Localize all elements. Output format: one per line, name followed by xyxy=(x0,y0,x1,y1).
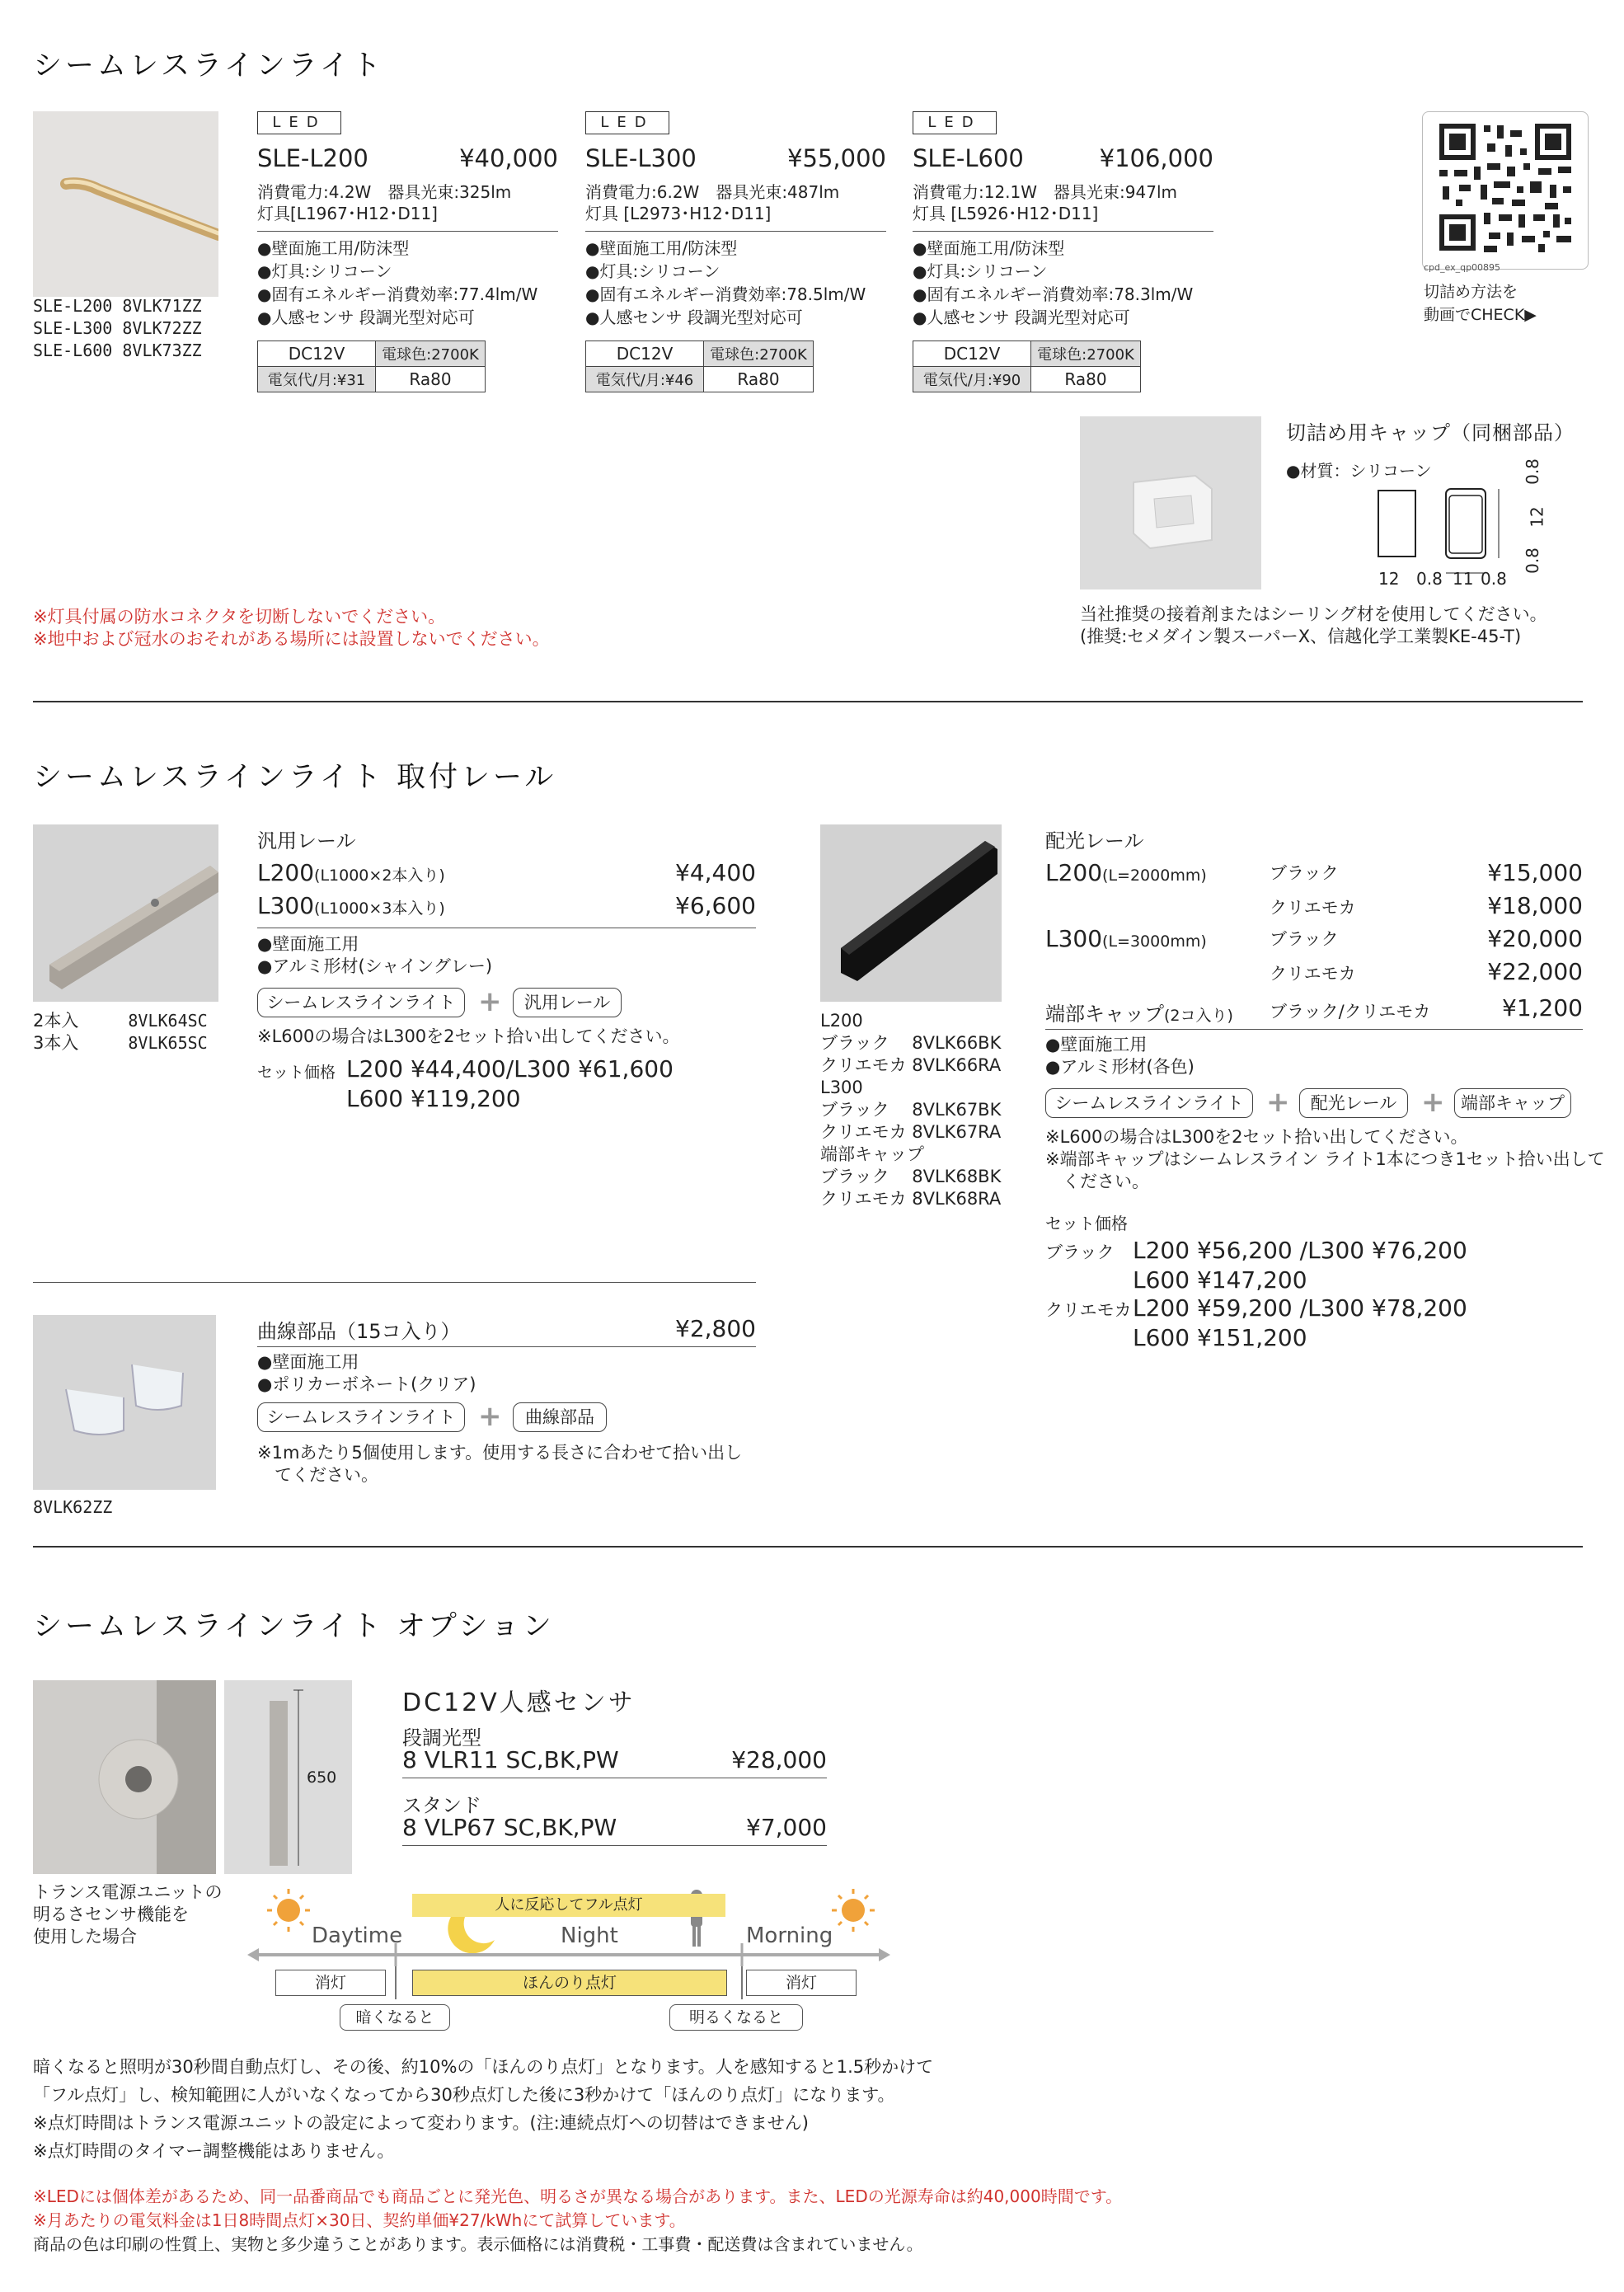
caption-line: 使用した場合 xyxy=(33,1927,137,1947)
rail-color: クリエモカ xyxy=(1270,898,1356,918)
plus-icon: + xyxy=(1421,1086,1445,1119)
cap-note xyxy=(1080,604,1547,648)
set-color: ブラック xyxy=(1045,1242,1115,1262)
label-night: Night xyxy=(561,1923,618,1948)
electricity-cost: 電気代/月:¥31 xyxy=(258,367,376,392)
feature: ●壁面施工用/防沫型 xyxy=(257,238,410,258)
spec-table xyxy=(257,341,486,392)
rail-price: ¥22,000 xyxy=(1487,958,1583,985)
general-rail-block xyxy=(257,824,756,1112)
warning-notes xyxy=(33,606,550,650)
rail-sub: (L=3000mm) xyxy=(1102,932,1207,951)
stand-type: スタンド xyxy=(402,1794,481,1817)
rail-color: ブラック xyxy=(1270,929,1339,949)
product-price: ¥106,000 xyxy=(1099,144,1213,172)
light-code-list xyxy=(33,295,202,362)
rail-color: クリエモカ xyxy=(1270,964,1356,984)
set-price: L200 ¥56,200 /L300 ¥76,200 xyxy=(1133,1237,1467,1264)
color-temp: 電球色:2700K xyxy=(1031,341,1141,367)
end-cap-sub: (2コ入り) xyxy=(1164,1007,1233,1025)
set-price-label: セット価格 xyxy=(1045,1214,1128,1233)
light-rail-title: 配光レール xyxy=(1045,829,1144,852)
trigger-bright: 明るくなると xyxy=(669,2004,803,2031)
feature: ●アルミ形材(各色) xyxy=(1045,1057,1195,1077)
desc-line: 「フル点灯」し、検知範囲に人がいなくなってから30秒点灯した後に3秒かけて「ほんのり点灯」になります。 xyxy=(33,2085,895,2105)
code-label: 2本入 xyxy=(33,1011,79,1031)
rail-size: L300 xyxy=(257,892,315,919)
sensor-timeline-diagram xyxy=(247,1884,890,2041)
cap-dim-w3: 11 xyxy=(1453,569,1474,589)
feature: ●壁面施工用 xyxy=(1045,1035,1148,1054)
light-rail-block xyxy=(1045,824,1605,1352)
curve-part-block xyxy=(257,1315,756,1485)
light-code: SLE-L200 8VLK71ZZ xyxy=(33,296,202,316)
feature: ●灯具:シリコーン xyxy=(257,261,392,281)
code-line: ブラック 8VLK68BK xyxy=(820,1167,1002,1186)
feature: ●ポリカーボネート(クリア) xyxy=(257,1374,476,1394)
feature: ●固有エネルギー消費効率:77.4lm/W xyxy=(257,284,538,304)
combo-pill-light: シームレスラインライト xyxy=(257,1402,465,1432)
rail-price: ¥15,000 xyxy=(1487,859,1583,886)
sensor-caption xyxy=(33,1881,223,1948)
feature: ●固有エネルギー消費効率:78.3lm/W xyxy=(913,284,1194,304)
warning-line: ※地中および冠水のおそれがある場所には設置しないでください。 xyxy=(33,629,550,649)
combo-pill-rail: 配光レール xyxy=(1299,1088,1408,1118)
code-line: ブラック 8VLK66BK xyxy=(820,1033,1002,1053)
product-dimensions: 灯具[L1967･H12･D11] xyxy=(257,204,438,223)
product-spec: 消費電力:4.2W 器具光束:325lm xyxy=(257,182,512,202)
combo-pill-rail: 汎用レール xyxy=(513,988,622,1017)
end-cap-price: ¥1,200 xyxy=(1502,994,1583,1022)
voltage: DC12V xyxy=(586,341,704,367)
general-rail-codes xyxy=(33,1010,208,1054)
product-name: SLE-L300 xyxy=(585,144,697,172)
curve-part-title: 曲線部品（15コ入り） xyxy=(257,1320,461,1343)
divider xyxy=(33,701,1583,702)
product-price: ¥55,000 xyxy=(787,144,886,172)
combo-pill-light: シームレスラインライト xyxy=(257,988,465,1017)
curve-part-code: 8VLK62ZZ xyxy=(33,1497,113,1517)
note: ※端部キャップはシームレスライン ライト1本につき1セット拾い出して xyxy=(1045,1149,1605,1169)
note: ※1mあたり5個使用します。使用する長さに合わせて拾い出し xyxy=(257,1443,743,1463)
rail-size: L200 xyxy=(1045,859,1103,886)
feature: ●壁面施工用/防沫型 xyxy=(913,238,1065,258)
light-product-photo xyxy=(33,111,218,297)
feature-list xyxy=(913,237,1193,329)
light-code: SLE-L300 8VLK72ZZ xyxy=(33,318,202,338)
light-rail-codes xyxy=(820,1010,1001,1210)
feature-list xyxy=(257,237,537,329)
cap-dim-h3: 0.8 xyxy=(1522,547,1542,574)
general-rail-photo xyxy=(33,824,218,1002)
code-line: クリエモカ 8VLK67RA xyxy=(820,1122,1002,1142)
voltage: DC12V xyxy=(258,341,376,367)
rail-sub: (L=2000mm) xyxy=(1102,867,1207,885)
cap-dim-h2: 12 xyxy=(1527,506,1547,528)
code-line: L200 xyxy=(820,1011,863,1031)
product-name: SLE-L200 xyxy=(257,144,368,172)
rail-price: ¥18,000 xyxy=(1487,892,1583,919)
product-dimensions: 灯具 [L2973･H12･D11] xyxy=(585,204,772,223)
note: ください。 xyxy=(1045,1172,1149,1191)
rail-price: ¥20,000 xyxy=(1487,925,1583,952)
code-line: L300 xyxy=(820,1078,863,1097)
sensor-photo xyxy=(33,1680,216,1874)
curve-part-photo xyxy=(33,1315,216,1490)
cap-dim-w2: 0.8 xyxy=(1416,569,1443,589)
product-spec: 消費電力:12.1W 器具光束:947lm xyxy=(913,182,1177,202)
feature: ●壁面施工用/防沫型 xyxy=(585,238,738,258)
end-cap-name: 端部キャップ xyxy=(1045,1003,1164,1026)
cap-dim-w4: 0.8 xyxy=(1481,569,1507,589)
set-color: クリエモカ xyxy=(1045,1300,1132,1320)
product-spec: 消費電力:6.2W 器具光束:487lm xyxy=(585,182,840,202)
light-code: SLE-L600 8VLK73ZZ xyxy=(33,341,202,360)
sensor-model: 8 VLR11 SC,BK,PW xyxy=(402,1746,619,1773)
stand-height: 650 xyxy=(307,1768,337,1787)
feature: ●固有エネルギー消費効率:78.5lm/W xyxy=(585,284,866,304)
note: てください。 xyxy=(257,1465,378,1485)
feature: ●人感センサ 段調光型対応可 xyxy=(585,308,803,327)
stand-model: 8 VLP67 SC,BK,PW xyxy=(402,1814,617,1841)
curve-part-price: ¥2,800 xyxy=(675,1315,756,1342)
rail-sub: (L1000×3本入り) xyxy=(314,899,445,918)
desc-line: 暗くなると照明が30秒間自動点灯し、その後、約10%の「ほんのり点灯」となります。人を感知すると1.5秒かけて xyxy=(33,2057,934,2077)
sensor-description xyxy=(33,2053,1583,2165)
sensor-title: DC12V人感センサ xyxy=(402,1688,636,1717)
code-line: ブラック 8VLK67BK xyxy=(820,1100,1002,1120)
rail-size: L200 xyxy=(257,859,315,886)
general-rail-title: 汎用レール xyxy=(257,829,356,852)
full-light-banner: 人に反応してフル点灯 xyxy=(412,1894,725,1917)
cap-note-line: 当社推奨の接着剤またはシーリング材を使用してください。 xyxy=(1080,604,1547,624)
feature: ●アルミ形材(シャイングレー) xyxy=(257,956,493,976)
state-off: 消灯 xyxy=(275,1970,386,1996)
set-price-label: セット価格 xyxy=(257,1064,336,1082)
voltage: DC12V xyxy=(913,341,1031,367)
caption-line: トランス電源ユニットの xyxy=(33,1882,223,1902)
code-line: クリエモカ 8VLK68RA xyxy=(820,1189,1002,1209)
feature: ●人感センサ 段調光型対応可 xyxy=(913,308,1130,327)
led-badge: LED xyxy=(913,111,997,134)
footer-notes xyxy=(33,2185,1122,2257)
ra-value: Ra80 xyxy=(376,367,486,392)
ra-value: Ra80 xyxy=(1031,367,1141,392)
footer-line: ※LEDには個体差があるため、同一品番商品でも商品ごとに発光色、明るさが異なる場合があります。また、LEDの光源寿命は約40,000時間です。 xyxy=(33,2186,1123,2206)
rail-sub: (L1000×2本入り) xyxy=(314,867,445,885)
code-value: 8VLK65SC xyxy=(128,1033,208,1053)
combo-pill-cap: 端部キャップ xyxy=(1454,1088,1571,1118)
stand-price: ¥7,000 xyxy=(746,1814,827,1841)
product-name: SLE-L600 xyxy=(913,144,1024,172)
set-price: L200 ¥59,200 /L300 ¥78,200 xyxy=(1133,1294,1467,1322)
rail-price: ¥6,600 xyxy=(675,892,756,919)
cap-dim-w1: 12 xyxy=(1378,569,1400,589)
plus-icon: + xyxy=(478,1400,502,1433)
cap-title: 切詰め用キャップ（同梱部品） xyxy=(1286,421,1575,444)
sensor-block xyxy=(402,1682,827,1841)
cap-material: ●材質：シリコーン xyxy=(1286,461,1432,481)
ra-value: Ra80 xyxy=(704,367,814,392)
led-badge: LED xyxy=(585,111,669,134)
section-title-light: シームレスラインライト xyxy=(33,49,384,82)
rail-note: ※L600の場合はL300を2セット拾い出してください。 xyxy=(257,1026,680,1046)
feature: ●灯具:シリコーン xyxy=(913,261,1048,281)
qr-caption-line: 切詰め方法を xyxy=(1424,283,1518,301)
light-rail-photo xyxy=(820,824,1002,1002)
feature: ●人感センサ 段調光型対応可 xyxy=(257,308,475,327)
end-cap-color: ブラック/クリエモカ xyxy=(1270,1002,1431,1022)
state-off: 消灯 xyxy=(746,1970,857,1996)
spec-table xyxy=(585,341,814,392)
qr-code[interactable] xyxy=(1422,111,1589,270)
feature-list xyxy=(585,237,866,329)
state-dim: ほんのり点灯 xyxy=(412,1970,727,1996)
sensor-price: ¥28,000 xyxy=(731,1746,827,1773)
feature: ●壁面施工用 xyxy=(257,934,359,954)
divider xyxy=(33,1282,756,1283)
rail-size: L300 xyxy=(1045,925,1103,952)
qr-code-icon xyxy=(1423,112,1588,269)
code-value: 8VLK64SC xyxy=(128,1011,208,1031)
cap-note-line: (推奨:セメダイン製スーパーX、信越化学工業製KE-45-T) xyxy=(1080,627,1522,646)
code-label: 3本入 xyxy=(33,1033,79,1053)
divider xyxy=(33,1546,1583,1548)
warning-line: ※灯具付属の防水コネクタを切断しないでください。 xyxy=(33,607,446,627)
footer-line: ※月あたりの電気料金は1日8時間点灯×30日、契約単価¥27/kWhにて試算しています。 xyxy=(33,2210,686,2230)
note: ※L600の場合はL300を2セット拾い出してください。 xyxy=(1045,1127,1468,1147)
rail-price: ¥4,400 xyxy=(675,859,756,886)
cap-photo xyxy=(1080,416,1261,589)
qr-caption-line[interactable]: 動画でCHECK▶ xyxy=(1424,306,1537,324)
desc-line: ※点灯時間はトランス電源ユニットの設定によって変わります。(注:連続点灯への切替はできません) xyxy=(33,2113,809,2133)
combo-pill-light: シームレスラインライト xyxy=(1045,1088,1253,1118)
set-price: L600 ¥119,200 xyxy=(346,1085,521,1112)
code-line: クリエモカ 8VLK66RA xyxy=(820,1055,1002,1075)
color-temp: 電球色:2700K xyxy=(376,341,486,367)
label-morning: Morning xyxy=(746,1923,833,1948)
electricity-cost: 電気代/月:¥90 xyxy=(913,367,1031,392)
footer-line: 商品の色は印刷の性質上、実物と多少違うことがあります。表示価格には消費税・工事費・配送費は含まれていません。 xyxy=(33,2234,923,2254)
led-badge: LED xyxy=(257,111,341,134)
desc-line: ※点灯時間のタイマー調整機能はありません。 xyxy=(33,2141,395,2161)
qr-caption xyxy=(1424,280,1537,326)
set-price: L600 ¥151,200 xyxy=(1133,1324,1307,1351)
rail-color: ブラック xyxy=(1270,863,1339,883)
set-price: L200 ¥44,400/L300 ¥61,600 xyxy=(346,1055,674,1083)
spec-table xyxy=(913,341,1141,392)
set-price: L600 ¥147,200 xyxy=(1133,1266,1307,1294)
feature: ●壁面施工用 xyxy=(257,1352,359,1372)
combo-pill-curve: 曲線部品 xyxy=(513,1402,607,1432)
label-daytime: Daytime xyxy=(312,1923,403,1948)
electricity-cost: 電気代/月:¥46 xyxy=(586,367,704,392)
caption-line: 明るさセンサ機能を xyxy=(33,1905,189,1924)
color-temp: 電球色:2700K xyxy=(704,341,814,367)
plus-icon: + xyxy=(478,985,502,1018)
code-line: 端部キャップ xyxy=(820,1144,924,1164)
trigger-dark: 暗くなると xyxy=(340,2004,450,2031)
product-price: ¥40,000 xyxy=(459,144,558,172)
feature: ●灯具:シリコーン xyxy=(585,261,720,281)
plus-icon: + xyxy=(1266,1086,1290,1119)
section-title-options: シームレスラインライト オプション xyxy=(33,1610,555,1643)
section-title-rails: シームレスラインライト 取付レール xyxy=(33,761,557,794)
qr-id: cpd_ex_qp00895 xyxy=(1424,262,1501,273)
product-dimensions: 灯具 [L5926･H12･D11] xyxy=(913,204,1099,223)
sensor-type: 段調光型 xyxy=(402,1726,481,1750)
cap-dim-h1: 0.8 xyxy=(1522,458,1542,485)
